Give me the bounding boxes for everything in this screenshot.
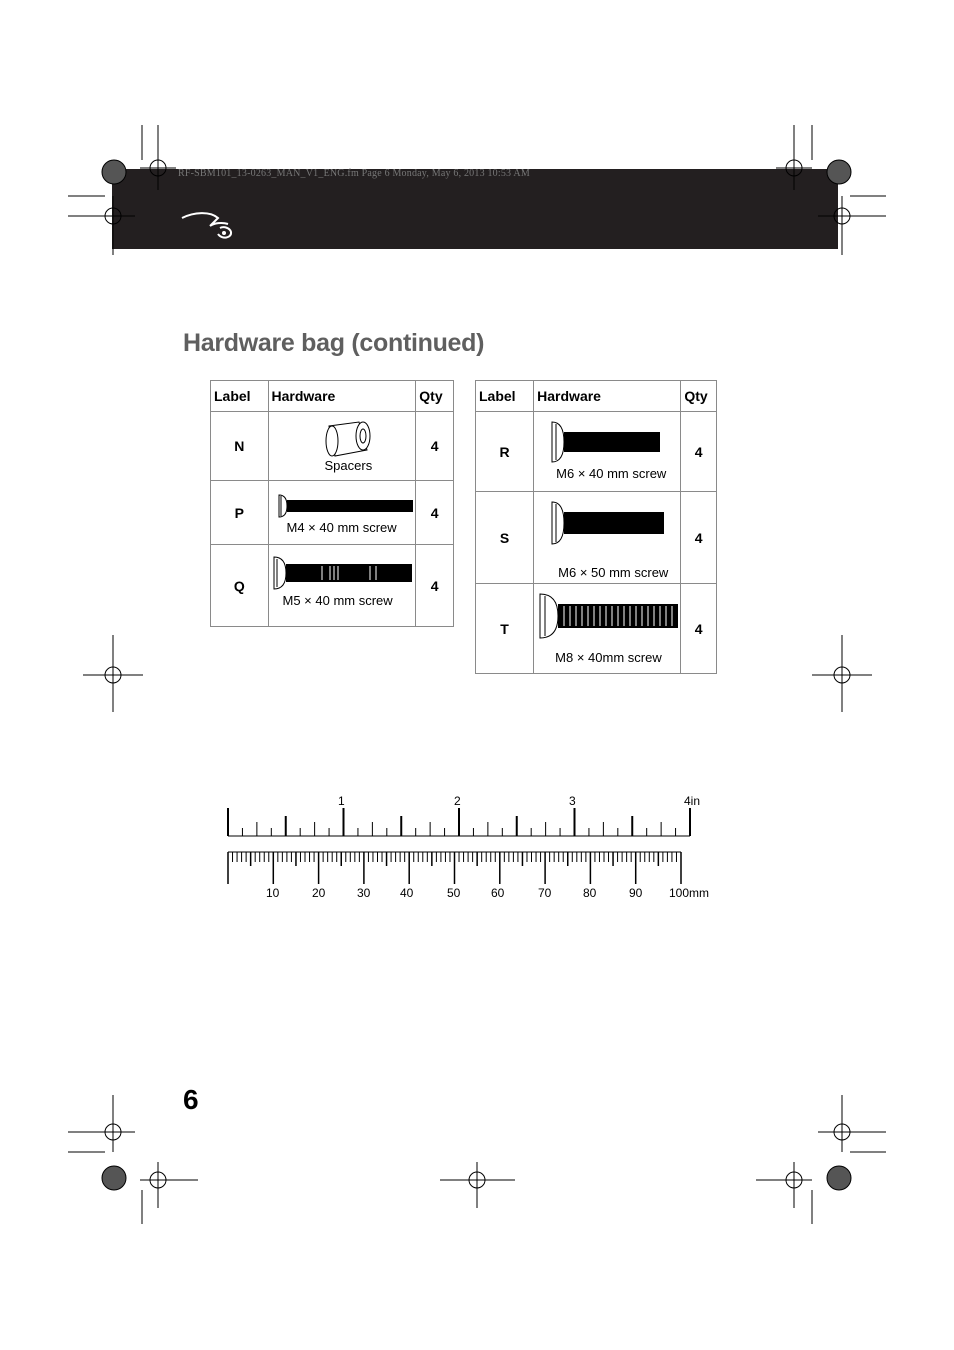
mm-tick-label: 40	[400, 886, 414, 900]
inch-tick-label: 2	[454, 794, 461, 808]
inch-tick-label: 3	[569, 794, 576, 808]
hardware-caption: M6 × 40 mm screw	[556, 466, 667, 481]
hardware-cell	[534, 412, 681, 492]
table-row	[211, 412, 454, 481]
row-label: P	[211, 481, 269, 545]
ruler	[220, 790, 720, 910]
column-header-hardware: Hardware	[268, 381, 416, 412]
column-header-label: Label	[211, 381, 269, 412]
row-label: Q	[211, 545, 269, 627]
hardware-cell	[268, 545, 416, 627]
hardware-cell	[268, 481, 416, 545]
row-qty: 4	[681, 584, 717, 674]
table-row	[211, 545, 454, 627]
mm-tick-label: 100mm	[669, 886, 710, 900]
hardware-caption: M5 × 40 mm screw	[282, 593, 393, 608]
screw-m6-40-icon	[550, 420, 662, 464]
table-row	[476, 412, 717, 492]
row-qty: 4	[416, 412, 454, 481]
inch-scale	[220, 790, 720, 850]
screw-m5-icon	[272, 555, 414, 591]
hardware-cell	[534, 584, 681, 674]
table-row	[476, 584, 717, 674]
table-row	[211, 481, 454, 545]
mm-tick-label: 10	[266, 886, 280, 900]
screw-m4-icon	[277, 493, 415, 519]
spacer-icon	[323, 420, 373, 458]
hardware-cell	[268, 412, 416, 481]
table-header-row	[476, 381, 717, 412]
mm-tick-label: 50	[447, 886, 461, 900]
row-qty: 4	[681, 492, 717, 584]
mm-tick-label: 20	[312, 886, 326, 900]
table-header-row	[211, 381, 454, 412]
screw-m6-50-icon	[550, 500, 666, 546]
page-title: Hardware bag (continued)	[183, 329, 485, 357]
screw-m8-icon	[538, 592, 680, 640]
inch-tick-label: 4in	[684, 794, 701, 808]
page-number: 6	[183, 1084, 199, 1115]
mm-tick-label: 70	[538, 886, 552, 900]
hardware-table-left	[210, 380, 454, 627]
column-header-hardware: Hardware	[534, 381, 681, 412]
table-row	[476, 492, 717, 584]
hardware-caption: M8 × 40mm screw	[555, 650, 662, 665]
row-qty: 4	[681, 412, 717, 492]
row-label: T	[476, 584, 534, 674]
inch-tick-label: 1	[338, 794, 345, 808]
mm-tick-label: 60	[491, 886, 505, 900]
hardware-table-right	[475, 380, 717, 674]
hardware-caption: M4 × 40 mm screw	[286, 520, 397, 535]
row-label: S	[476, 492, 534, 584]
slug-line: RF-SBM101_13-0263_MAN_V1_ENG.fm Page 6 Monday, May 6, 2013 10:53 AM	[178, 168, 530, 179]
column-header-qty: Qty	[681, 381, 717, 412]
column-header-label: Label	[476, 381, 534, 412]
hardware-caption: Spacers	[324, 458, 373, 473]
hardware-caption: M6 × 50 mm screw	[558, 565, 669, 580]
mm-tick-label: 80	[583, 886, 597, 900]
mm-scale	[220, 850, 720, 890]
row-qty: 4	[416, 545, 454, 627]
row-label: N	[211, 412, 269, 481]
hardware-cell	[534, 492, 681, 584]
row-qty: 4	[416, 481, 454, 545]
mm-tick-label: 30	[357, 886, 371, 900]
mm-tick-label: 90	[629, 886, 643, 900]
column-header-qty: Qty	[416, 381, 454, 412]
row-label: R	[476, 412, 534, 492]
